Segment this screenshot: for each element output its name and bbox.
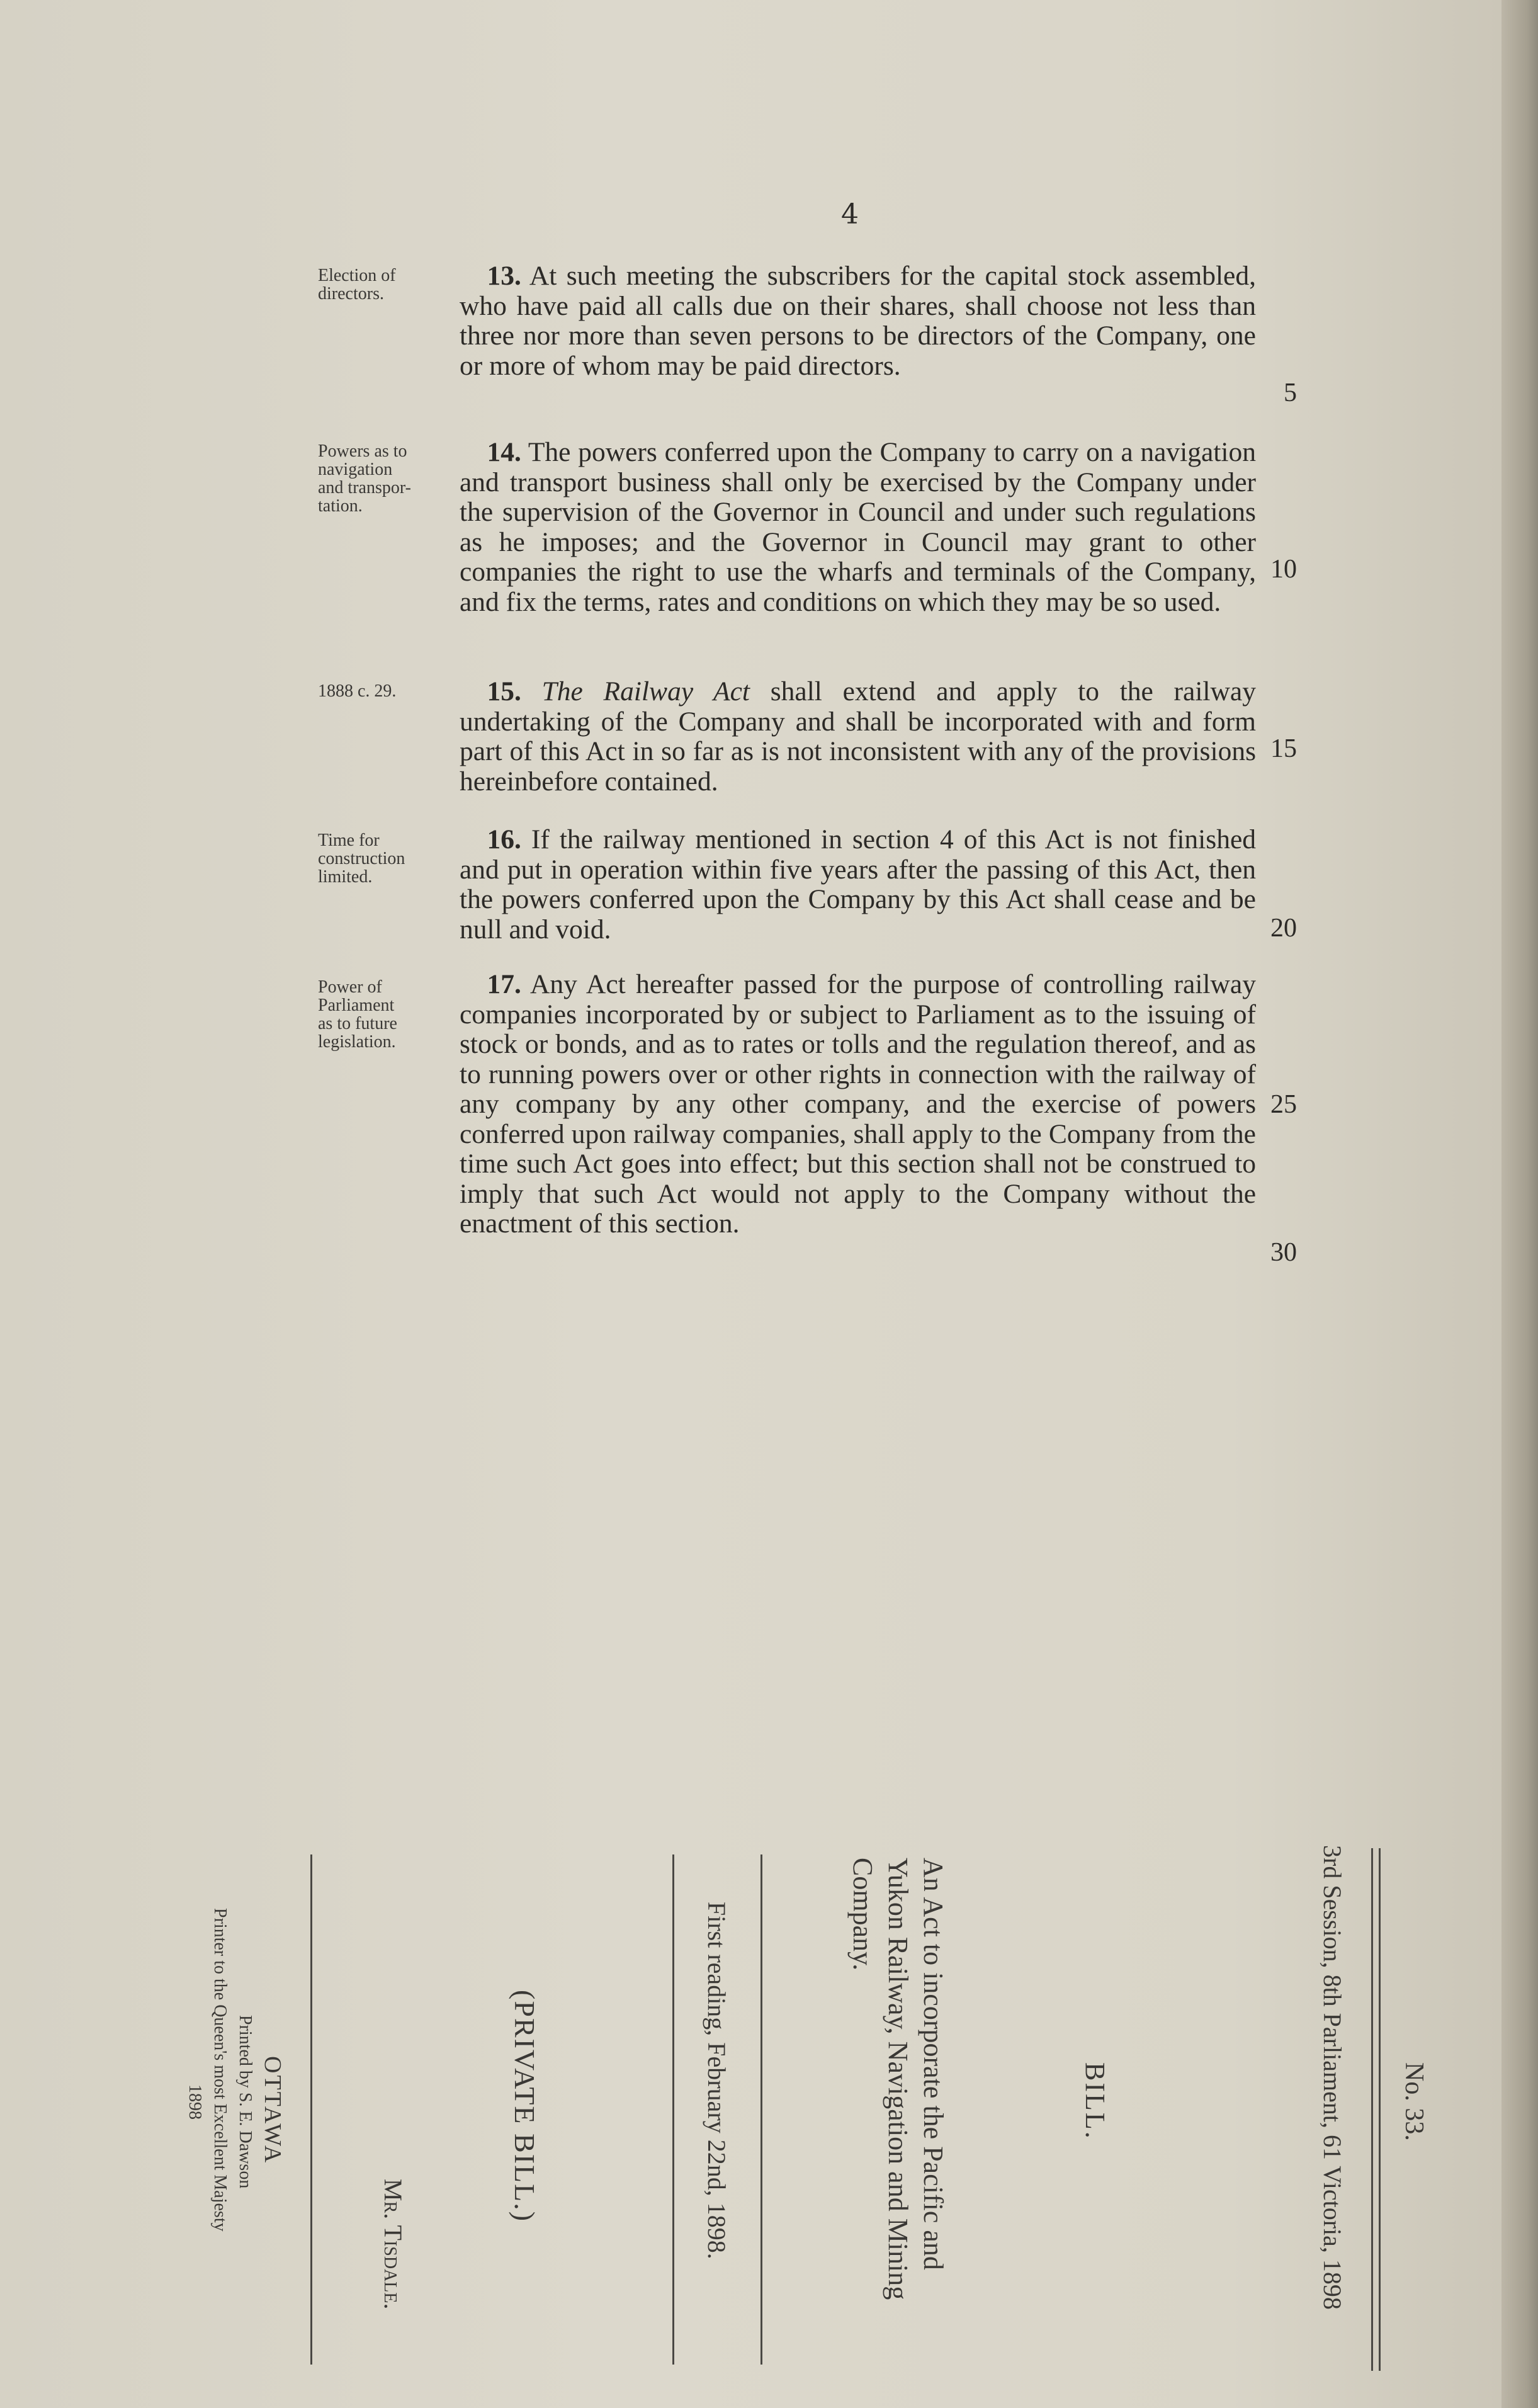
marginal-note-14 <box>318 442 450 515</box>
section-17 <box>460 970 1256 1239</box>
marginal-line: Time for <box>318 831 380 850</box>
rule-line <box>310 1854 312 2365</box>
marginal-line: navigation <box>318 460 393 479</box>
sponsor-name: Mr. Tisdale. <box>379 2179 407 2310</box>
section-14 <box>460 438 1256 617</box>
bill-title-line: Yukon Railway, Navigation and Mining <box>883 1858 913 2300</box>
rule-line <box>1371 1848 1373 2371</box>
section-number: 16. <box>487 824 521 855</box>
bill-title-line: Company. <box>847 1858 878 1971</box>
marginal-line: Powers as to <box>318 441 407 461</box>
line-number: 20 <box>1270 914 1297 943</box>
page-edge-shadow <box>1501 0 1538 2408</box>
rule-line <box>1379 1848 1381 2371</box>
first-reading: First reading, February 22nd, 1898. <box>703 1902 731 2259</box>
marginal-line: legislation. <box>318 1032 396 1052</box>
bill-title-line: An Act to incorporate the Pacific and <box>918 1858 949 2270</box>
marginal-line: as to future <box>318 1014 397 1033</box>
page-number: 4 <box>841 198 859 230</box>
section-13 <box>460 261 1256 381</box>
marginal-note-17 <box>318 978 450 1051</box>
section-number: 17. <box>487 969 521 999</box>
section-number: 14. <box>487 437 521 467</box>
marginal-line: Election of <box>318 266 396 285</box>
line-number: 25 <box>1270 1090 1297 1119</box>
print-year: 1898 <box>185 2084 205 2120</box>
section-text: Any Act hereafter passed for the purpose of controlling railway companies incorporated by or subject to Parliament as to the issuing of stock or bonds, and as to rates or tolls and the regulation thereof, and as to running powers over or other rights in connection with the railway of any company by any other company, and the exercise of powers conferred upon railway companies, shall apply to the Company from the time such Act goes into effect; but this section shall not be construed to imply that such Act would not apply to the Company without the enactment of this section. <box>460 969 1256 1239</box>
session-line: 3rd Session, 8th Parliament, 61 Victoria, 1898 <box>1318 1845 1347 2310</box>
marginal-line: construction <box>318 849 405 868</box>
line-number: 10 <box>1270 555 1297 584</box>
bill-title <box>845 1858 951 2300</box>
rule-line <box>672 1854 674 2365</box>
marginal-line: tation. <box>318 496 363 516</box>
marginal-line: Power of <box>318 977 382 997</box>
section-text: The powers conferred upon the Company to carry on a navigation and transport business shall only be exercised by the Company under the supervision of the Governor in Council and under such regulations as he imposes; and the Governor in Council may grant to other companies the right to use the wharfs and terminals of the Company, and fix the terms, rates and conditions on which they may be so used. <box>460 437 1256 617</box>
section-text: If the railway mentioned in section 4 of this Act is not finished and put in operation within five years after the passing of this Act, then the powers conferred upon the Company by this Act shall cease and be null and void. <box>460 824 1256 945</box>
section-number: 13. <box>487 261 521 291</box>
marginal-line: limited. <box>318 867 373 887</box>
line-number: 15 <box>1270 734 1297 763</box>
bill-number: No. 33. <box>1399 2062 1428 2141</box>
city-name: OTTAWA <box>259 2056 286 2165</box>
section-text: At such meeting the subscribers for the capital stock assembled, who have paid all calls due on their shares, shall choose not less than three nor more than seven persons to be directors of the Company, one or more of whom may be paid directors. <box>460 261 1256 381</box>
act-title-italic: The Railway Act <box>541 676 750 707</box>
marginal-note-15 <box>318 682 450 700</box>
line-number: 30 <box>1270 1238 1297 1267</box>
marginal-line: and transpor- <box>318 478 411 497</box>
bill-label: BILL. <box>1080 2062 1111 2140</box>
marginal-note-16 <box>318 831 450 886</box>
rule-line <box>761 1854 762 2365</box>
line-number: 5 <box>1284 378 1297 407</box>
marginal-line: Parliament <box>318 996 395 1015</box>
marginal-line: directors. <box>318 284 384 304</box>
marginal-note-13 <box>318 266 450 303</box>
printer-line: Printed by S. E. Dawson <box>235 2015 255 2189</box>
marginal-line: 1888 c. 29. <box>318 681 397 701</box>
private-bill-label: (PRIVATE BILL.) <box>509 1990 541 2223</box>
printer-line: Printer to the Queen's most Excellent Majesty <box>210 1908 230 2232</box>
section-16 <box>460 825 1256 945</box>
section-text: shall extend and apply to the railway undertaking of the Company and shall be incorporated with and form part of this Act in so far as is not inconsistent with any of the provisions hereinbefore contained. <box>460 676 1256 797</box>
section-number: 15. <box>487 676 521 707</box>
section-15 <box>460 677 1256 797</box>
